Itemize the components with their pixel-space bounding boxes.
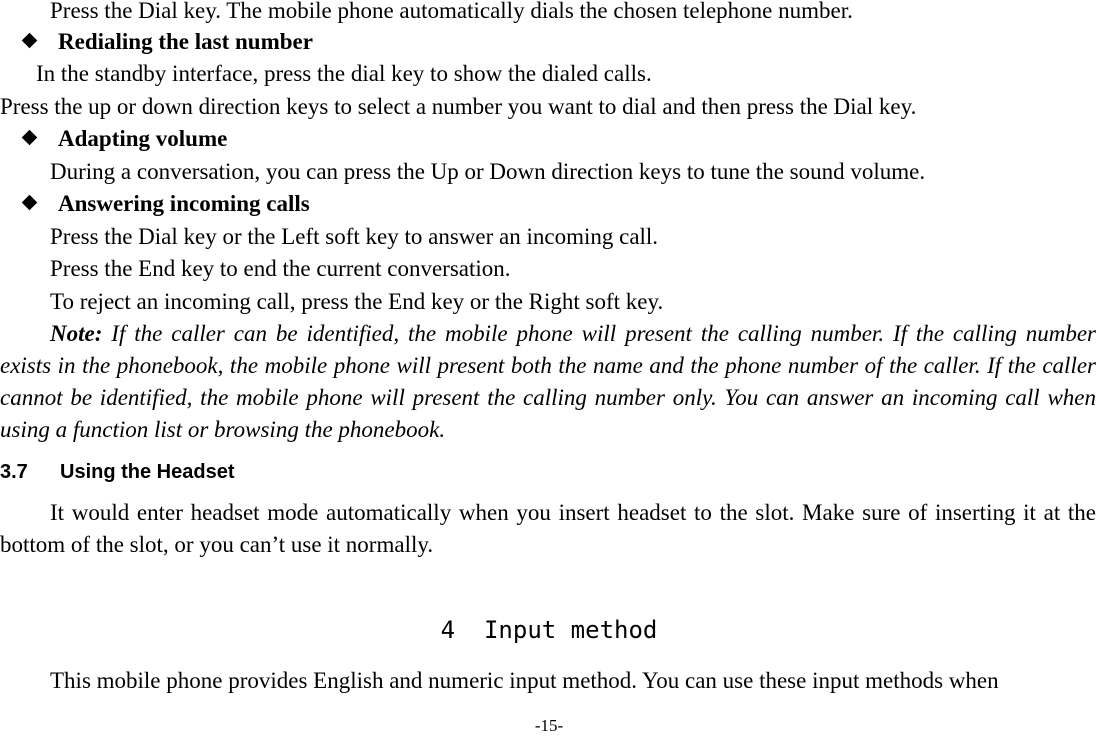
section-heading bbox=[0, 456, 234, 488]
select-instruction: Press the up or down direction keys to select a number you want to dial and then press the Dial key. bbox=[0, 94, 917, 119]
input-paragraph: This mobile phone provides English and numeric input method. You can use these input methods when bbox=[50, 668, 999, 693]
standby-instruction: In the standby interface, press the dial key to show the dialed calls. bbox=[36, 61, 652, 86]
bullet-heading: Answering incoming calls bbox=[58, 191, 310, 216]
bullet-redialing bbox=[20, 26, 313, 58]
headset-paragraph: It would enter headset mode automatically when you insert headset to the slot. Make sure of inserting it at the bottom of the slot, or you can’t use it normally. bbox=[0, 500, 1096, 557]
answer-instruction: Press the Dial key or the Left soft key to answer an incoming call. bbox=[50, 224, 659, 249]
reject-instruction: To reject an incoming call, press the End key or the Right soft key. bbox=[50, 289, 664, 314]
end-instruction: Press the End key to end the current conversation. bbox=[50, 256, 511, 281]
bullet-volume bbox=[20, 123, 227, 155]
chapter-heading bbox=[0, 614, 1098, 646]
diamond-bullet-icon bbox=[22, 195, 38, 211]
note-text: If the caller can be identified, the mobile phone will present the calling number. If the calling number exists in the phonebook, the mobile phone will present both the name and the phone number of the caller. If the caller cannot be identified, the mobile phone will present the calling number only. You can answer an incoming call when using a function list or browsing the phonebook. bbox=[0, 321, 1096, 442]
bullet-heading: Redialing the last number bbox=[58, 29, 313, 54]
page-number: -15- bbox=[534, 716, 564, 735]
dial-instruction: Press the Dial key. The mobile phone automatically dials the chosen telephone number. bbox=[50, 0, 853, 23]
chapter-number: 4 bbox=[440, 616, 456, 644]
note-paragraph bbox=[0, 318, 1096, 446]
chapter-title: Input method bbox=[483, 616, 658, 644]
diamond-bullet-icon bbox=[22, 130, 38, 146]
section-number: 3.7 bbox=[0, 461, 28, 483]
bullet-answering bbox=[20, 188, 310, 220]
bullet-heading: Adapting volume bbox=[58, 126, 228, 151]
section-title: Using the Headset bbox=[60, 461, 235, 483]
volume-instruction: During a conversation, you can press the Up or Down direction keys to tune the sound volume. bbox=[50, 159, 926, 184]
note-label: Note: bbox=[50, 321, 103, 346]
diamond-bullet-icon bbox=[22, 33, 38, 49]
